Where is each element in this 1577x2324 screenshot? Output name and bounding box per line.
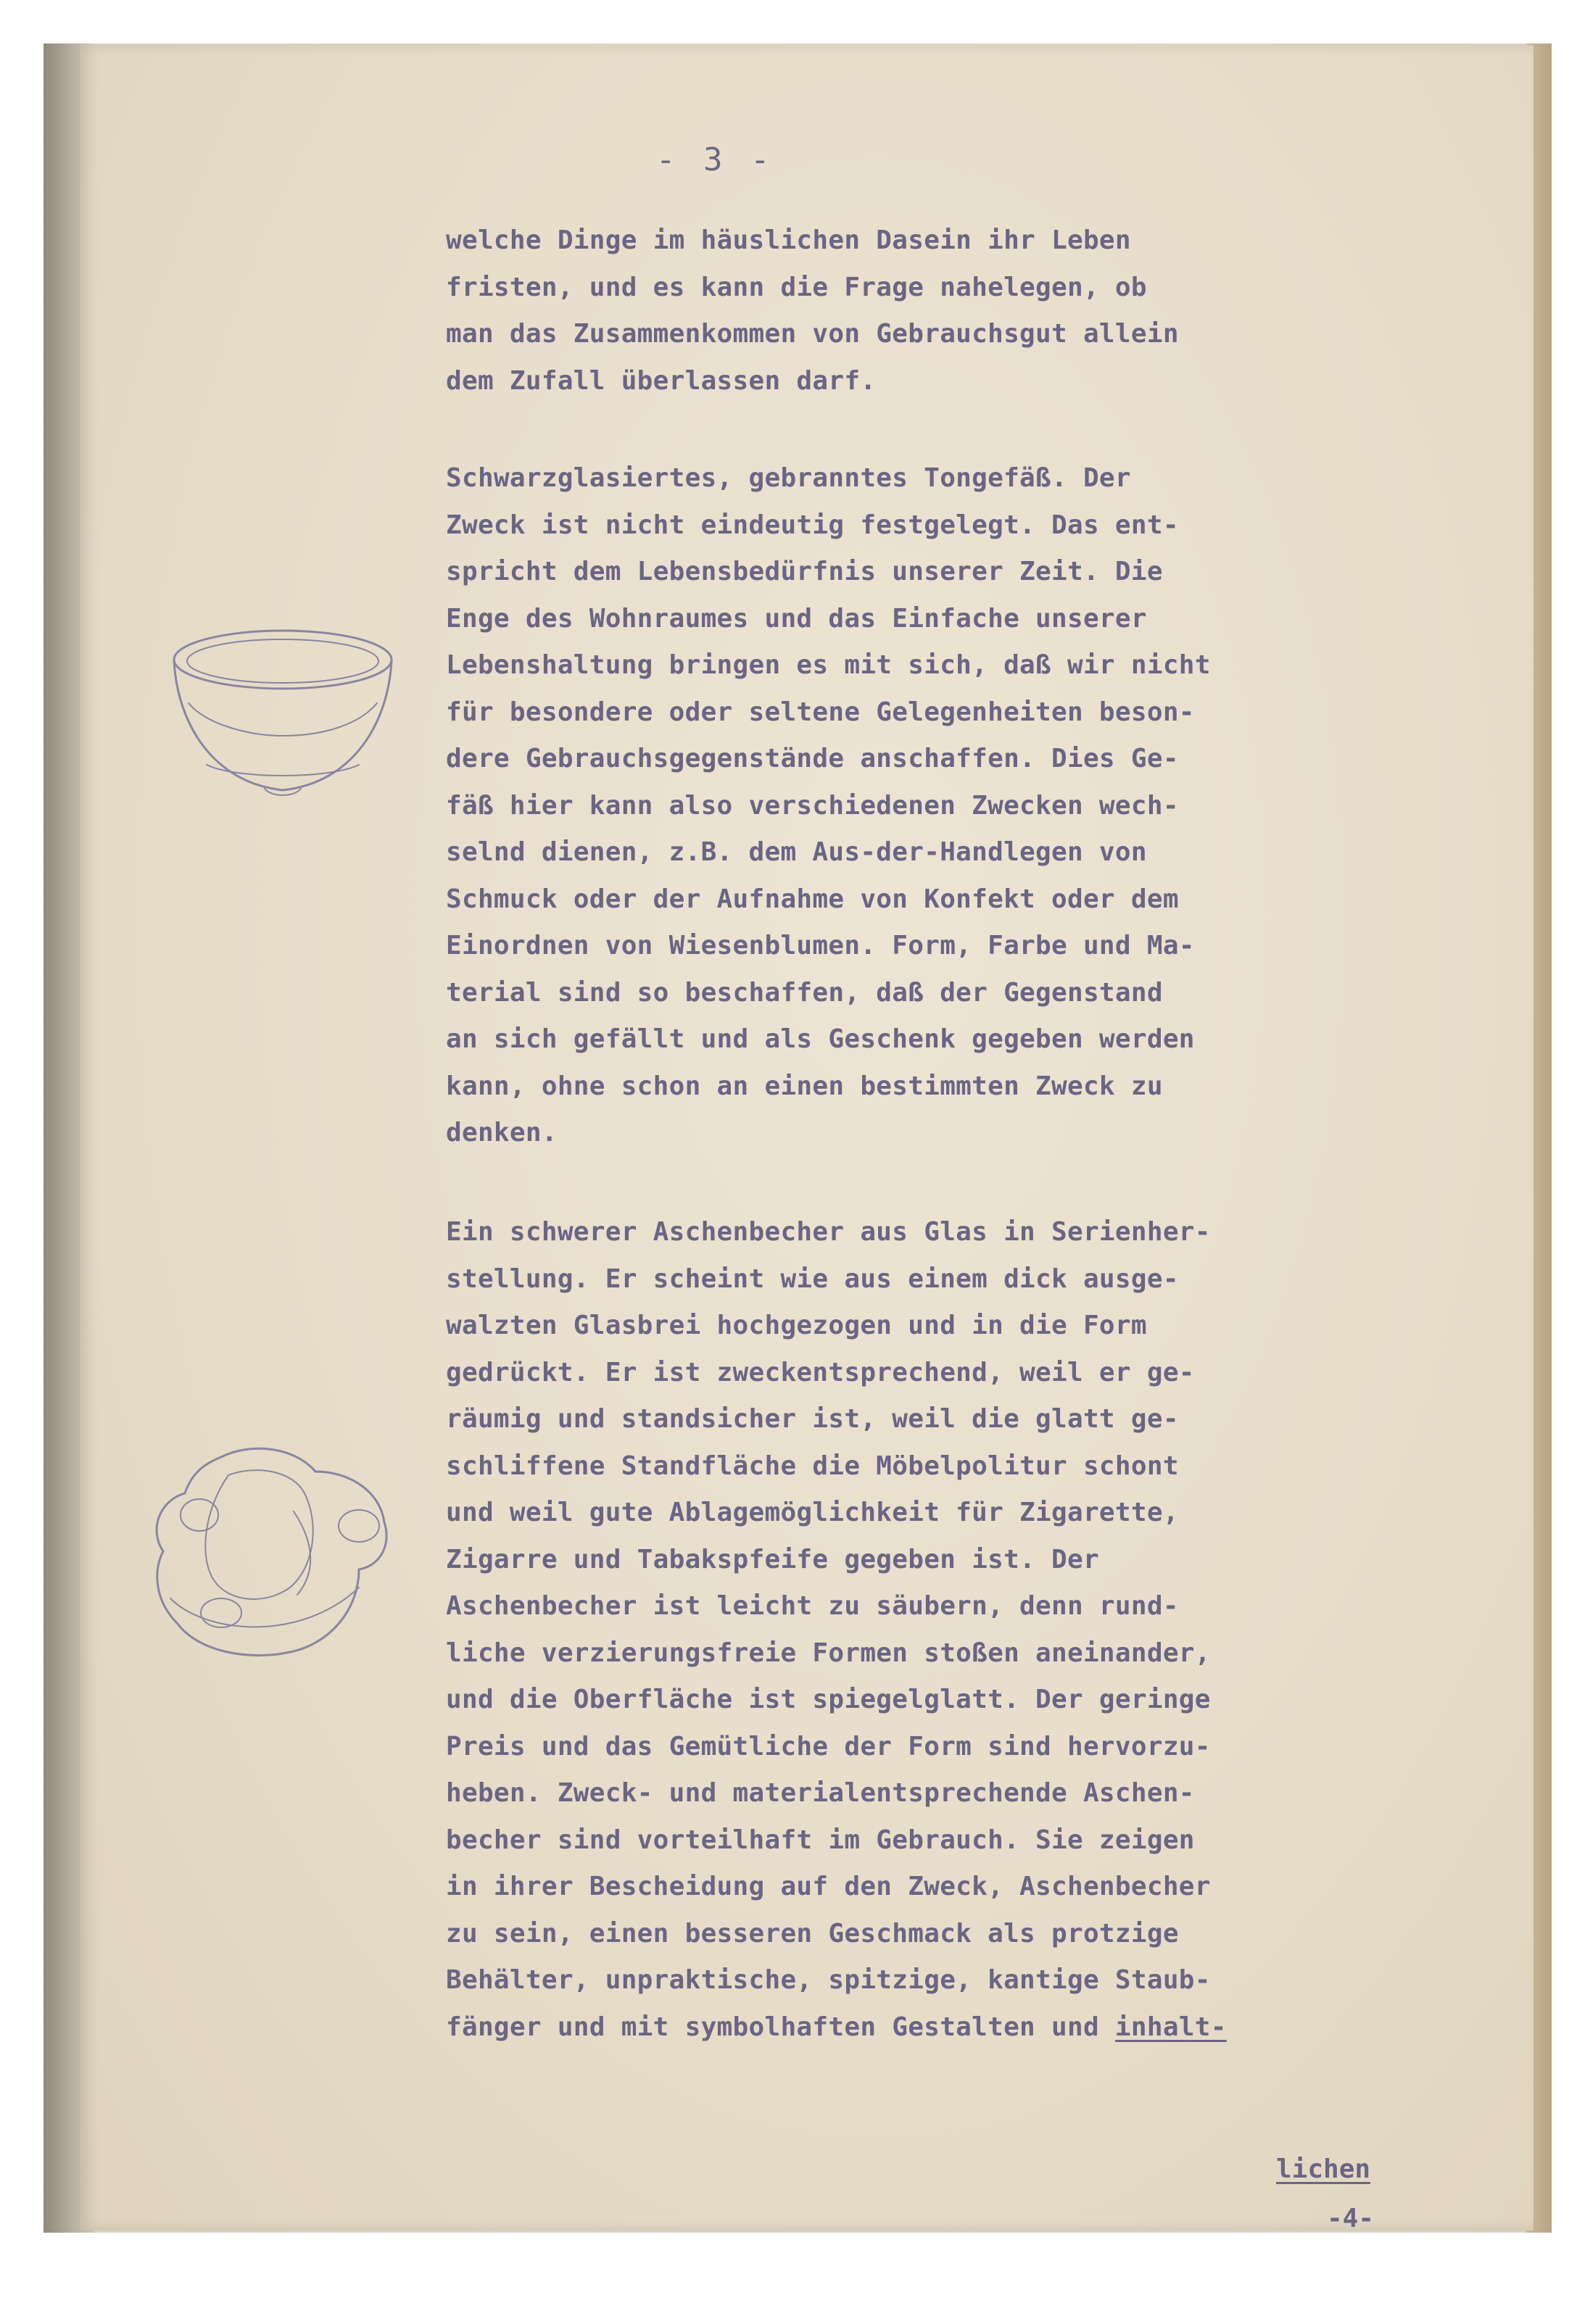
underlined-hyphenated-word: inhalt- [1114,2012,1227,2042]
ashtray-sketch-icon [141,1443,402,1667]
text-line: selnd dienen, z.B. dem Aus-der-Handlegen von [446,837,1147,867]
text-line: stellung. Er scheint wie aus einem dick ausge- [446,1263,1179,1294]
text-line: terial sind so beschaffen, daß der Gegenstand [446,977,1163,1008]
text-line: Preis und das Gemütliche der Form sind hervorzu- [446,1731,1211,1761]
text-line: in ihrer Bescheidung auf den Zweck, Aschenbecher [446,1872,1211,1901]
text-line: dem Zufall überlassen darf. [446,365,877,396]
text-line: heben. Zweck- und materialentsprechende Aschen- [446,1778,1195,1808]
page-number: - 3 - [656,141,774,178]
text-line-last [446,2004,1381,2051]
text-line: Zigarre und Tabakspfeife gegeben ist. Der [446,1544,1099,1574]
text-line: Schmuck oder der Aufnahme von Konfekt oder dem [446,884,1179,914]
text-line: und weil gute Ablagemöglichkeit für Zigarette, [446,1498,1179,1527]
text-line: Behälter, unpraktische, spitzige, kantige Staub- [446,1965,1211,1995]
text-line: Lebenshaltung bringen es mit sich, daß wir nicht [446,650,1211,680]
text-line: schliffene Standfläche die Möbelpolitur schont [446,1451,1179,1481]
text-line: welche Dinge im häuslichen Dasein ihr Leben [446,225,1131,255]
text-line: Aschenbecher ist leicht zu säubern, denn rund- [446,1591,1179,1621]
paragraph-ashtray [446,1209,1381,2051]
text-line-last-body: fänger und mit symbolhaften Gestalten und [446,2012,1099,2042]
text-line: walzten Glasbrei hochgezogen und in die Form [446,1311,1147,1340]
text-line: an sich gefällt und als Geschenk gegeben werden [446,1024,1195,1054]
text-line: Ein schwerer Aschenbecher aus Glas in Serienher- [446,1217,1211,1247]
continued-word: lichen [1276,2154,1371,2184]
text-line: becher sind vorteilhaft im Gebrauch. Sie zeigen [446,1825,1195,1855]
text-line: gedrückt. Er ist zweckentsprechend, weil er ge- [446,1357,1195,1387]
text-line: liche verzierungsfreie Formen stoßen aneinander, [446,1638,1211,1668]
text-line: Zweck ist nicht eindeutig festgelegt. Das ent- [446,510,1179,540]
text-line: spricht dem Lebensbedürfnis unserer Zeit. Die [446,557,1163,586]
text-line: man das Zusammenkommen von Gebrauchsgut allein [446,319,1179,349]
text-line: Einordnen von Wiesenblumen. Form, Farbe und Ma- [446,931,1195,960]
paragraph-intro [446,217,1381,404]
text-line: kann, ohne schon an einen bestimmten Zweck zu [446,1071,1163,1101]
text-line: Schwarzglasiertes, gebranntes Tongefäß. Der [446,463,1131,493]
text-line: dere Gebrauchsgegenstände anschaffen. Dies Ge- [446,744,1179,773]
text-line: räumig und standsicher ist, weil die glatt ge- [446,1404,1179,1434]
bowl-sketch-icon [163,616,402,812]
text-line: Enge des Wohnraumes und das Einfache unserer [446,603,1147,634]
text-line: und die Oberfläche ist spiegelglatt. Der geringe [446,1685,1211,1714]
text-line: denken. [446,1118,558,1148]
next-page-marker: -4- [1327,2204,1375,2233]
text-line: zu sein, einen besseren Geschmack als protzige [446,1918,1179,1949]
text-line: fäß hier kann also verschiedenen Zwecken wech- [446,790,1179,821]
text-line: fristen, und es kann die Frage nahelegen, ob [446,272,1147,302]
paragraph-vessel [446,455,1381,1157]
text-line: für besondere oder seltene Gelegenheiten beson- [446,697,1195,727]
